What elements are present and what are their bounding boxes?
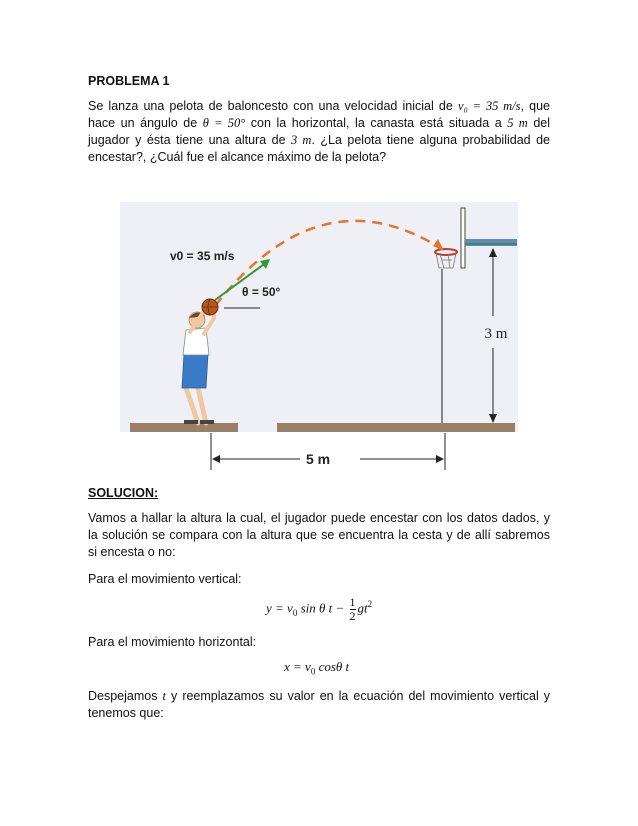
basketball-figure xyxy=(120,202,518,470)
veq-mid: sin θ t − xyxy=(297,600,345,616)
statement-text-2: , que hace un ángulo de xyxy=(88,99,550,130)
statement-text-3: con la horizontal, la canasta está situada a xyxy=(245,116,508,130)
veq-sub: 0 xyxy=(292,608,298,619)
heq-right: cosθ t xyxy=(315,659,350,674)
statement-text-1: Se lanza una pelota de baloncesto con una velocidad inicial de xyxy=(88,99,458,113)
statement-theta: θ = 50° xyxy=(202,116,246,130)
closing-text-b: y reemplazamos su valor en la ecuación del movimiento vertical y tenemos que: xyxy=(88,689,551,720)
angle-label: θ = 50° xyxy=(242,285,281,299)
distance-label: 5 m xyxy=(305,451,331,467)
floor-left xyxy=(130,423,238,432)
solution-title: SOLUCION: xyxy=(88,486,159,500)
horizontal-equation xyxy=(284,659,349,677)
closing-t: t xyxy=(162,689,166,703)
solution-intro: Vamos a hallar la altura la cual, el jugador puede encestar con los datos dados, y la solución se compara con la altura que se encuentra la cesta y de allí sabremos si encesta o no: xyxy=(88,511,550,559)
backboard-support xyxy=(465,239,517,246)
statement-height: 3 m xyxy=(291,133,312,147)
statement-v0: v₀ = 35 m/s xyxy=(457,99,521,113)
statement-text-5: . ¿La pelota tiene alguna probabilidad de encestar?, ¿Cuál fue el alcance máximo de la pelota? xyxy=(88,133,550,164)
statement-text-4: del jugador y ésta tiene una altura de xyxy=(88,116,551,147)
frac-denominator: 2 xyxy=(349,609,356,623)
problem-statement xyxy=(88,98,550,166)
veq-right: gt xyxy=(357,600,368,616)
backboard xyxy=(461,208,465,268)
closing-paragraph xyxy=(88,688,550,722)
v0-label: v0 = 35 m/s xyxy=(170,249,235,263)
heq-sub: 0 xyxy=(310,666,316,677)
veq-fraction xyxy=(350,596,356,623)
veq-left: y = v xyxy=(266,600,293,616)
height-label: 3 m xyxy=(484,326,508,342)
veq-sup: 2 xyxy=(367,599,373,610)
closing-text-a: Despejamos xyxy=(88,689,163,703)
horizontal-motion-label: Para el movimiento horizontal: xyxy=(88,635,257,649)
vertical-motion-label: Para el movimiento vertical: xyxy=(88,572,242,586)
floor-right xyxy=(277,423,515,432)
frac-numerator: 1 xyxy=(349,595,356,609)
heq-left: x = v xyxy=(284,659,311,674)
vertical-equation xyxy=(266,596,372,623)
problem-title: PROBLEMA 1 xyxy=(88,74,170,88)
statement-distance: 5 m xyxy=(507,116,528,130)
